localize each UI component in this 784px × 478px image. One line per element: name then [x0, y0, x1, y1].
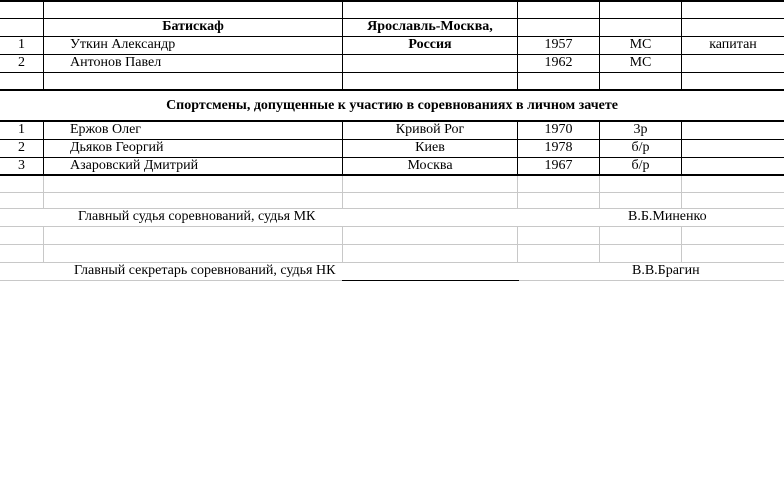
team-member-num: 1: [18, 37, 25, 52]
athlete-rank: б/р: [631, 158, 650, 173]
grid-line: [681, 176, 682, 208]
signature-line: [342, 280, 519, 281]
athlete-rank: 3р: [633, 122, 648, 137]
athlete-name: Ержов Олег: [70, 122, 142, 137]
grid-line: [43, 226, 44, 262]
athlete-year: 1970: [544, 122, 573, 137]
athlete-rank: б/р: [631, 140, 650, 155]
athlete-city: Киев: [415, 140, 445, 155]
team-city-line1: Ярославль-Москва,: [367, 19, 493, 34]
grid-line: [0, 89, 784, 91]
athlete-num: 3: [18, 158, 25, 173]
team-member-num: 2: [18, 55, 25, 70]
grid-line: [0, 244, 784, 245]
athlete-name: Азаровский Дмитрий: [70, 158, 199, 173]
team-member-year: 1962: [544, 55, 573, 70]
team-member-name: Антонов Павел: [70, 55, 162, 70]
grid-line: [681, 121, 682, 175]
team-name: Батискаф: [162, 19, 224, 34]
grid-line: [342, 176, 343, 208]
team-member-year: 1957: [544, 37, 573, 52]
grid-line: [599, 176, 600, 208]
athlete-year: 1967: [544, 158, 573, 173]
athlete-city: Москва: [407, 158, 453, 173]
athlete-city: Кривой Рог: [395, 122, 465, 137]
grid-line: [0, 192, 784, 193]
individual-heading: Спортсмены, допущенные к участию в соревнованиях в личном зачете: [166, 98, 618, 113]
athlete-name: Дьяков Георгий: [70, 140, 164, 155]
team-city-line2: Россия: [408, 37, 452, 52]
secretary-title: Главный секретарь соревнований, судья НК: [74, 263, 336, 278]
athlete-num: 1: [18, 122, 25, 137]
grid-line: [681, 226, 682, 262]
grid-line: [599, 226, 600, 262]
athlete-num: 2: [18, 140, 25, 155]
grid-line: [43, 176, 44, 208]
grid-line: [43, 0, 44, 90]
grid-line: [0, 0, 784, 2]
team-member-rank: МС: [629, 37, 652, 52]
team-member-rank: МС: [629, 55, 652, 70]
judge-name: В.Б.Миненко: [628, 209, 707, 224]
judge-title: Главный судья соревнований, судья МК: [78, 209, 316, 224]
team-member-name: Уткин Александр: [70, 37, 176, 52]
grid-line: [0, 72, 784, 73]
secretary-name: В.В.Брагин: [632, 263, 700, 278]
team-member-role: капитан: [709, 37, 757, 52]
grid-line: [517, 176, 518, 208]
grid-line: [517, 226, 518, 262]
grid-line: [0, 226, 784, 227]
athlete-year: 1978: [544, 140, 573, 155]
grid-line: [43, 121, 44, 175]
grid-line: [342, 226, 343, 262]
